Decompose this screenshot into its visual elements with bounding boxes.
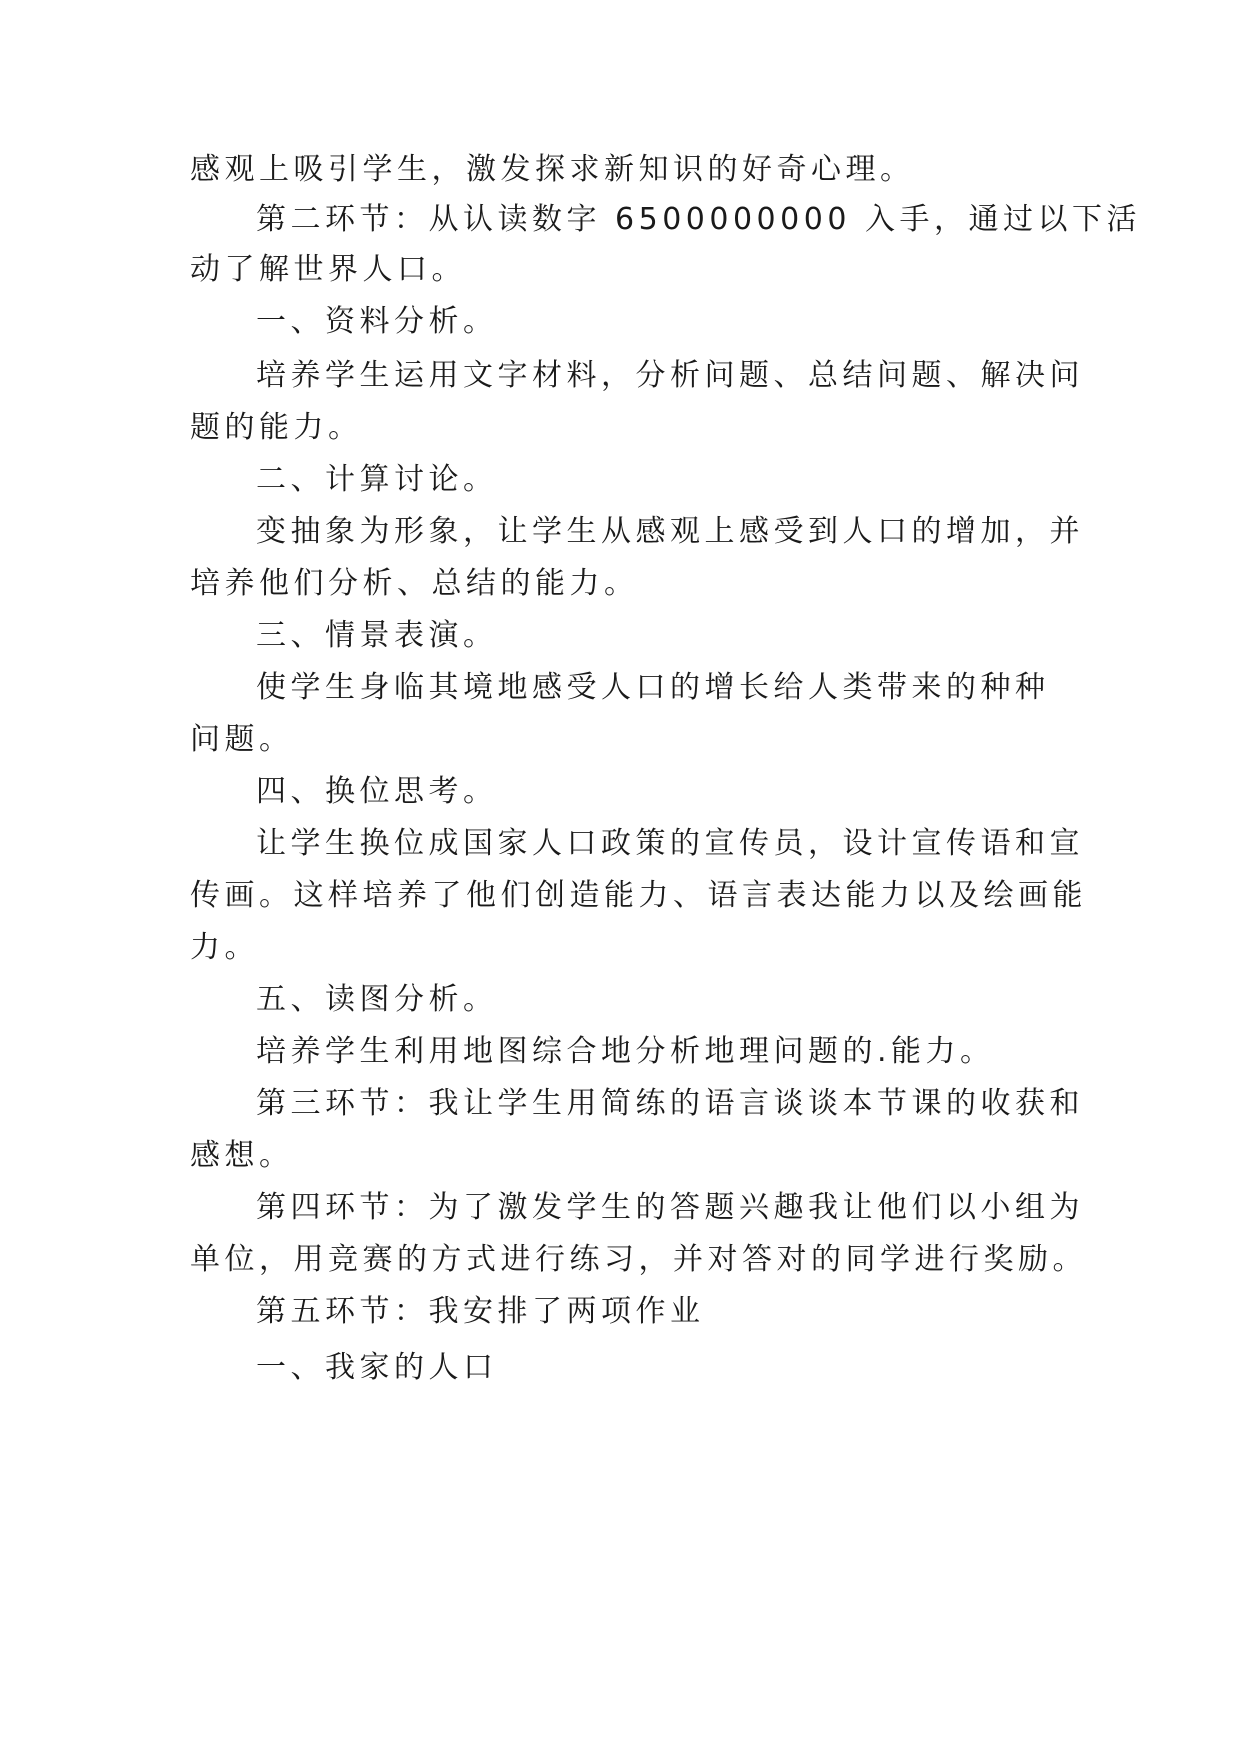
- text-line: 传画。这样培养了他们创造能力、语言表达能力以及绘画能: [190, 878, 1087, 913]
- text-line: 四、换位思考。: [256, 774, 498, 809]
- text-line: 第三环节：我让学生用简练的语言谈谈本节课的收获和: [256, 1086, 1084, 1121]
- text-line: 培养学生利用地图综合地分析地理问题的.能力。: [256, 1034, 995, 1069]
- text-line: 使学生身临其境地感受人口的增长给人类带来的种种: [256, 670, 1050, 705]
- text-line: 第四环节：为了激发学生的答题兴趣我让他们以小组为: [256, 1190, 1084, 1225]
- text-line: 感想。: [190, 1138, 294, 1173]
- text-line: 让学生换位成国家人口政策的宣传员，设计宣传语和宣: [256, 826, 1084, 861]
- text-line: 力。: [190, 930, 259, 965]
- text-line: 第二环节：从认读数字 6500000000 入手，通过以下活: [256, 202, 1141, 237]
- text-line: 动了解世界人口。: [190, 252, 466, 287]
- text-line: 一、资料分析。: [256, 304, 498, 339]
- text-line: 问题。: [190, 722, 294, 757]
- text-line: 二、计算讨论。: [256, 462, 498, 497]
- text-line: 第五环节：我安排了两项作业: [256, 1294, 705, 1329]
- text-line: 一、我家的人口: [256, 1350, 498, 1385]
- text-line: 变抽象为形象，让学生从感观上感受到人口的增加，并: [256, 514, 1084, 549]
- text-line: 五、读图分析。: [256, 982, 498, 1017]
- text-line: 三、情景表演。: [256, 618, 498, 653]
- text-line: 培养他们分析、总结的能力。: [190, 566, 639, 601]
- text-line: 感观上吸引学生，激发探求新知识的好奇心理。: [190, 152, 915, 187]
- text-line: 培养学生运用文字材料，分析问题、总结问题、解决问: [256, 358, 1084, 393]
- text-line: 题的能力。: [190, 410, 363, 445]
- text-line: 单位，用竞赛的方式进行练习，并对答对的同学进行奖励。: [190, 1242, 1087, 1277]
